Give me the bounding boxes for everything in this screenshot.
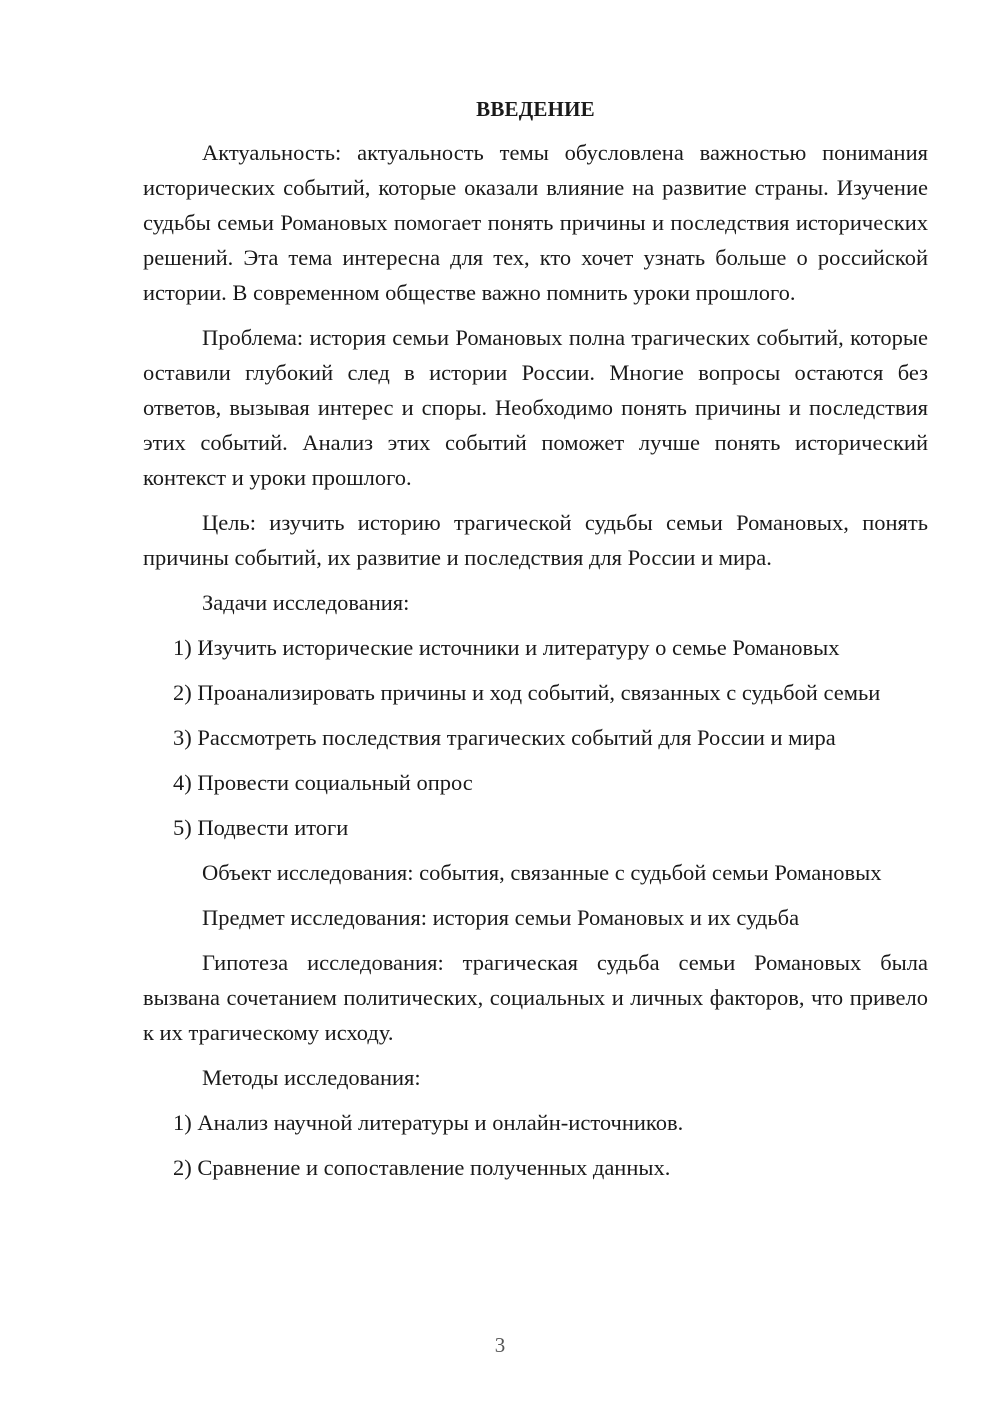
document-page [143, 92, 928, 1185]
object-paragraph: Объект исследования: события, связанные с судьбой семьи Романовых [202, 860, 882, 885]
method-item: 1) Анализ научной литературы и онлайн-источников. [173, 1110, 684, 1135]
task-item: 1) Изучить исторические источники и литературу о семье Романовых [173, 635, 840, 660]
task-item: 5) Подвести итоги [173, 815, 349, 840]
task-item: 4) Провести социальный опрос [173, 770, 473, 795]
tasks-heading: Задачи исследования: [202, 590, 410, 615]
hypothesis-paragraph: Гипотеза исследования: трагическая судьба семьи Романовых была вызвана сочетанием политических, социальных и личных факторов, что привело к их трагическому исходу. [143, 950, 928, 1045]
task-item: 3) Рассмотреть последствия трагических событий для России и мира [173, 725, 836, 750]
problem-paragraph: Проблема: история семьи Романовых полна трагических событий, которые оставили глубокий след в истории России. Многие вопросы остаются без ответов, вызывая интерес и споры. Необходимо понять причины и последствия этих событий. Анализ этих событий поможет лучше понять исторический контекст и уроки прошлого. [143, 325, 928, 490]
goal-paragraph: Цель: изучить историю трагической судьбы семьи Романовых, понять причины событий, их развитие и последствия для России и мира. [143, 510, 928, 570]
document-title: ВВЕДЕНИЕ [476, 97, 595, 121]
relevance-paragraph: Актуальность: актуальность темы обусловлена важностью понимания исторических событий, которые оказали влияние на развитие страны. Изучение судьбы семьи Романовых помогает понять причины и последствия исторических решений. Эта тема интересна для тех, кто хочет узнать больше о российской истории. В современном обществе важно помнить уроки прошлого. [143, 140, 928, 305]
task-item: 2) Проанализировать причины и ход событий, связанных с судьбой семьи [173, 680, 881, 705]
page-number: 3 [494, 1333, 506, 1357]
subject-paragraph: Предмет исследования: история семьи Романовых и их судьба [202, 905, 800, 930]
methods-heading: Методы исследования: [202, 1065, 421, 1090]
method-item: 2) Сравнение и сопоставление полученных данных. [173, 1155, 671, 1180]
